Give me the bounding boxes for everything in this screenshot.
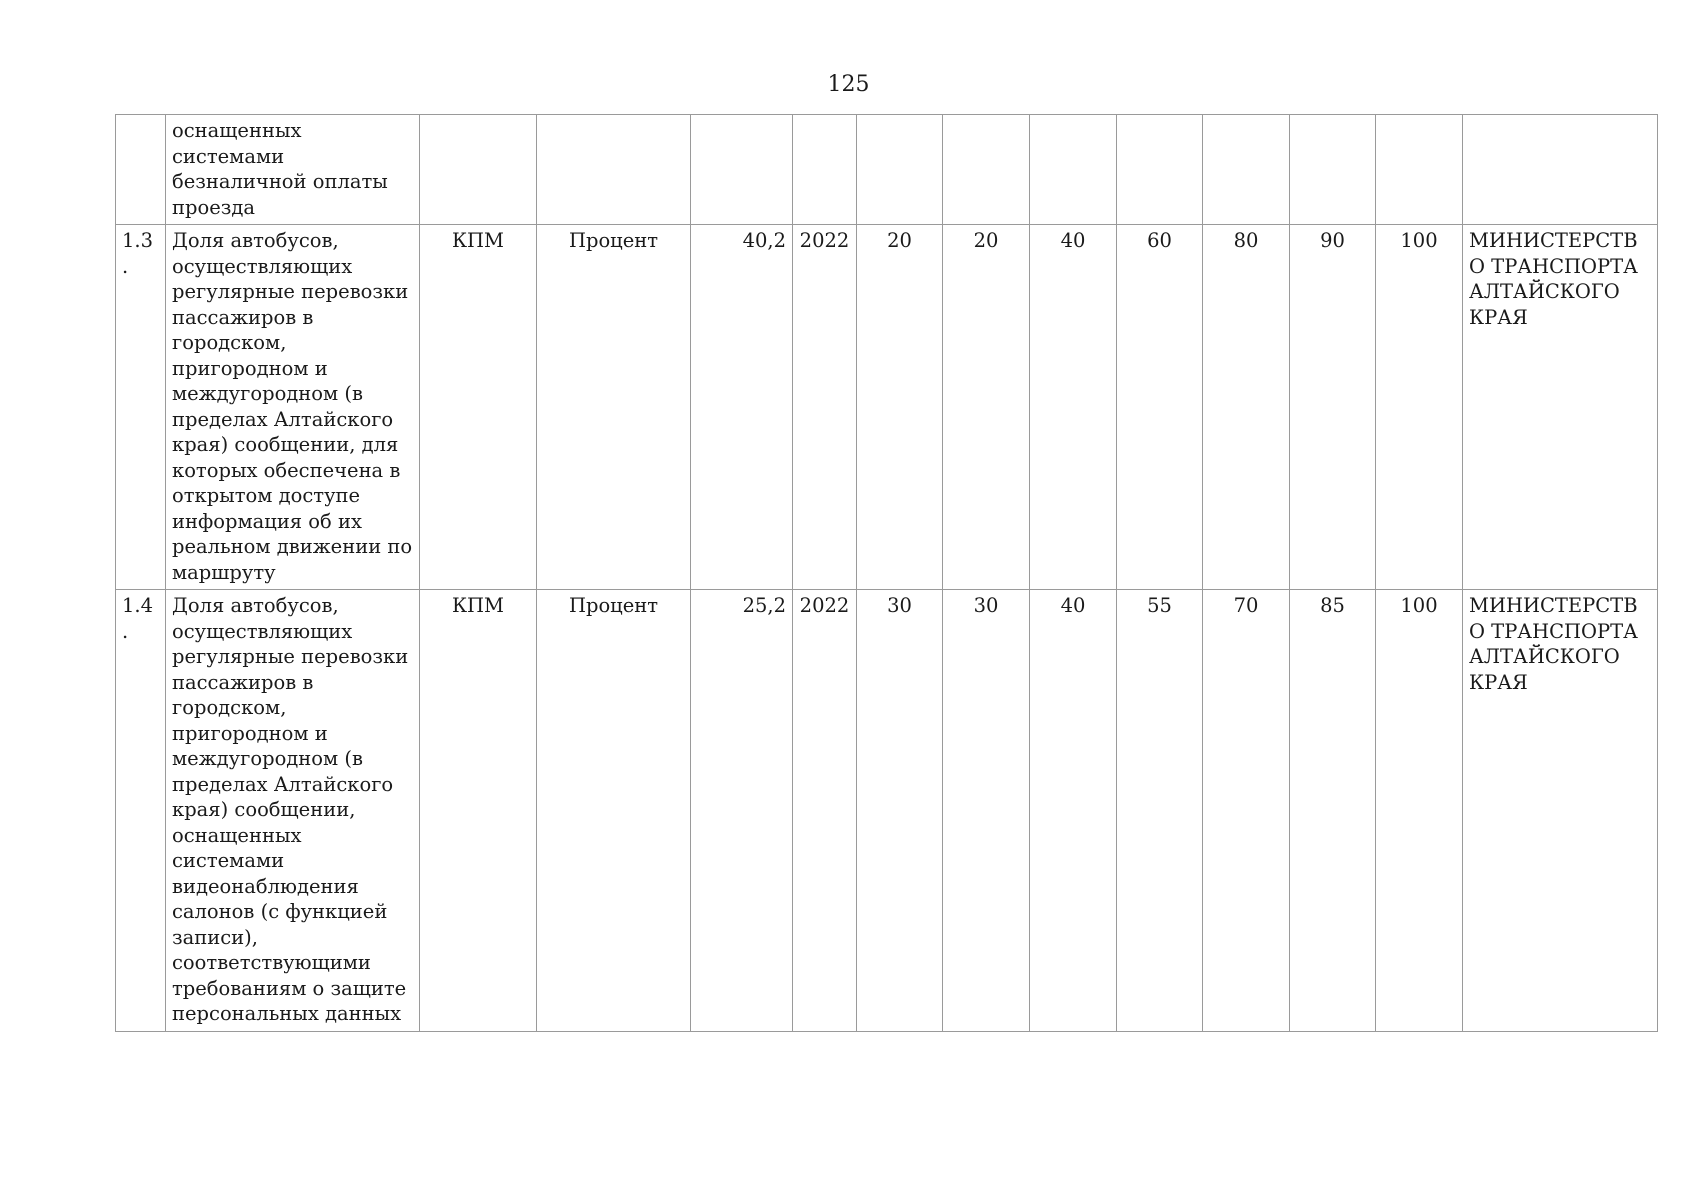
base-year: 2022 bbox=[793, 590, 857, 1032]
row-number: 1.3. bbox=[116, 225, 166, 590]
year-value-5: 70 bbox=[1203, 590, 1290, 1032]
indicator-source: КПМ bbox=[420, 225, 537, 590]
base-value: 40,2 bbox=[691, 225, 793, 590]
responsible-body: МИНИСТЕРСТВО ТРАНСПОРТА АЛТАЙСКОГО КРАЯ bbox=[1463, 590, 1658, 1032]
row-number: 1.4. bbox=[116, 590, 166, 1032]
year-value-2: 20 bbox=[943, 225, 1030, 590]
indicator-unit bbox=[537, 115, 691, 225]
year-value-3: 40 bbox=[1030, 590, 1117, 1032]
base-year: 2022 bbox=[793, 225, 857, 590]
row-number bbox=[116, 115, 166, 225]
year-value-4 bbox=[1117, 115, 1203, 225]
year-value-3 bbox=[1030, 115, 1117, 225]
table-row bbox=[116, 115, 1658, 225]
year-value-6 bbox=[1290, 115, 1376, 225]
indicators-table bbox=[115, 114, 1658, 1032]
indicator-name: Доля автобусов, осуществляющих регулярные перевозки пассажиров в городском, пригородном и междугородном (в пределах Алтайского края) сообщении, оснащенных системами видеонаблюдения салонов (с функцией записи), соответствующими требованиям о защите персональных данных bbox=[166, 590, 420, 1032]
indicator-name: оснащенных системами безналичной оплаты проезда bbox=[166, 115, 420, 225]
indicator-name: Доля автобусов, осуществляющих регулярные перевозки пассажиров в городском, пригородном и междугородном (в пределах Алтайского края) сообщении, для которых обеспечена в открытом доступе информация об их реальном движении по маршруту bbox=[166, 225, 420, 590]
year-value-5: 80 bbox=[1203, 225, 1290, 590]
year-value-5 bbox=[1203, 115, 1290, 225]
year-value-1: 30 bbox=[857, 590, 943, 1032]
year-value-7: 100 bbox=[1376, 225, 1463, 590]
indicator-unit: Процент bbox=[537, 590, 691, 1032]
year-value-1: 20 bbox=[857, 225, 943, 590]
year-value-2: 30 bbox=[943, 590, 1030, 1032]
year-value-6: 90 bbox=[1290, 225, 1376, 590]
base-value bbox=[691, 115, 793, 225]
year-value-3: 40 bbox=[1030, 225, 1117, 590]
year-value-6: 85 bbox=[1290, 590, 1376, 1032]
year-value-7: 100 bbox=[1376, 590, 1463, 1032]
year-value-4: 60 bbox=[1117, 225, 1203, 590]
year-value-4: 55 bbox=[1117, 590, 1203, 1032]
table-row bbox=[116, 225, 1658, 590]
indicator-source: КПМ bbox=[420, 590, 537, 1032]
indicator-unit: Процент bbox=[537, 225, 691, 590]
table-row bbox=[116, 590, 1658, 1032]
base-value: 25,2 bbox=[691, 590, 793, 1032]
base-year bbox=[793, 115, 857, 225]
responsible-body: МИНИСТЕРСТВО ТРАНСПОРТА АЛТАЙСКОГО КРАЯ bbox=[1463, 225, 1658, 590]
responsible-body bbox=[1463, 115, 1658, 225]
year-value-7 bbox=[1376, 115, 1463, 225]
indicator-source bbox=[420, 115, 537, 225]
year-value-2 bbox=[943, 115, 1030, 225]
year-value-1 bbox=[857, 115, 943, 225]
page-number: 125 bbox=[827, 72, 870, 97]
